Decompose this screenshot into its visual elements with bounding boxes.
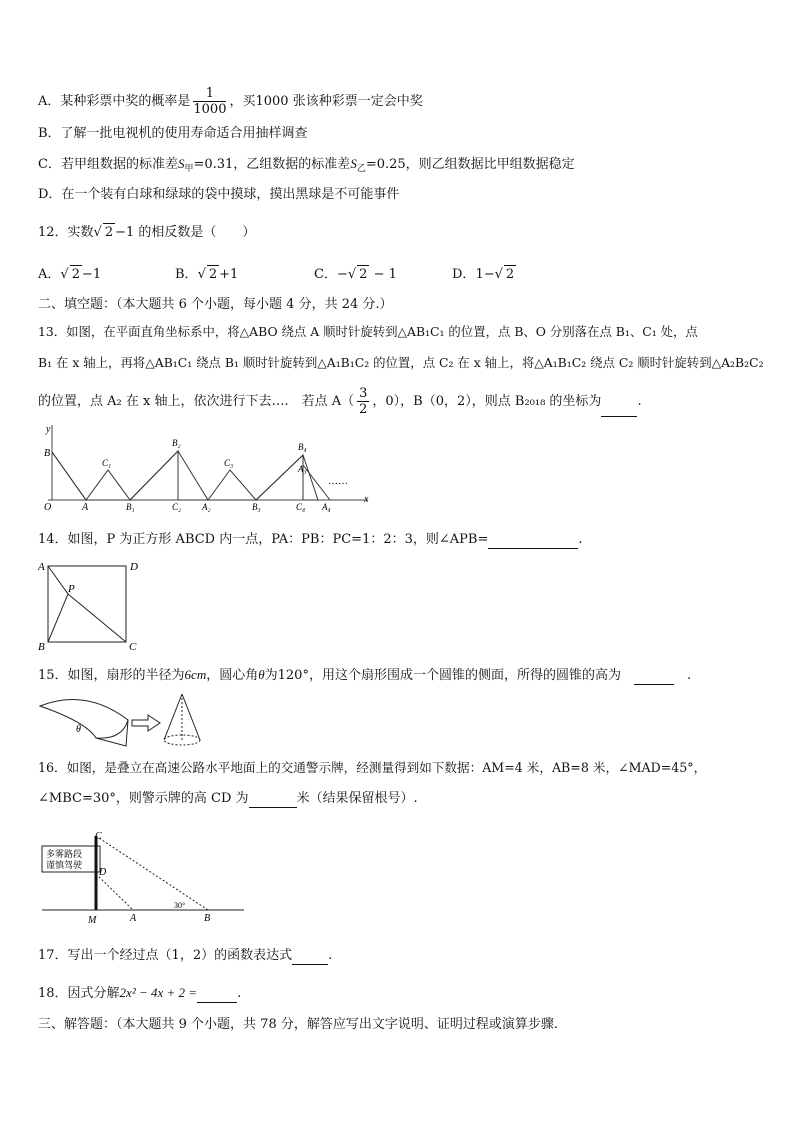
option-label: B．	[175, 267, 198, 282]
option-label: D．	[452, 267, 476, 282]
q16-line-1: 16．如图，是叠立在高速公路水平地面上的交通警示牌，经测量得到如下数据：AM=4 米，AB=8 米，∠MAD=45°，	[38, 760, 707, 775]
sector	[40, 700, 128, 739]
option-rest: − 1	[369, 267, 397, 282]
label-C: C	[95, 831, 102, 842]
radicand: 2	[359, 267, 368, 282]
q17-text: 17．写出一个经过点（1，2）的函数表达式	[38, 948, 293, 963]
q12-option-c: C．−√ 2 − 1	[314, 267, 397, 282]
q16-sign-figure	[38, 828, 252, 928]
coordinate-fraction	[357, 386, 369, 417]
q15-mid: ，圆心角	[206, 668, 259, 683]
period: .	[578, 532, 583, 547]
point-C4: C₄	[296, 502, 306, 512]
q11-option-c	[38, 155, 575, 178]
q13-line-1: 13．如图，在平面直角坐标系中，将△ABO 绕点 A 顺时针旋转到△AB₁C₁ 的位置，点 B、O 分别落在点 B₁、C₁ 处，点	[38, 324, 698, 339]
sector-edge	[96, 720, 128, 746]
sign-text-line-1: 多雾路段	[46, 849, 83, 859]
radicand: 2	[505, 267, 515, 282]
point-B1: B₁	[126, 502, 135, 512]
label-B: B	[204, 913, 211, 924]
sign-text-line-2: 谨慎驾驶	[46, 860, 83, 870]
fraction-numerator: 3	[359, 386, 368, 401]
label-A: A	[130, 913, 137, 924]
point-B4: B₄	[298, 442, 307, 452]
sqrt-sign: √	[93, 225, 102, 240]
segments-PA-PB	[48, 566, 68, 642]
x-label: x	[364, 494, 369, 505]
q11-option-c-text: C．若甲组数据的标准差	[38, 157, 178, 172]
label-C: C	[129, 641, 137, 652]
angle-30: 30°	[174, 901, 186, 910]
q13-rotation-figure	[38, 422, 388, 514]
fraction-numerator: 1	[193, 86, 226, 102]
line-DA	[96, 874, 133, 910]
q16-text: ∠MBC=30°，则警示牌的高 CD 为	[38, 791, 249, 806]
q16-tail: 米（结果保留根号）.	[296, 791, 418, 806]
q14-square-figure	[36, 558, 146, 652]
q13-line-3-tail: ，0），B（0，2），则点 B₂₀₁₈ 的坐标为	[372, 394, 602, 409]
point-B2: B₂	[172, 438, 181, 448]
q15-sector-cone-figure	[36, 690, 206, 754]
point-A3: A₃	[298, 464, 307, 474]
q11-option-a-tail: ，买1000 张该种彩票一定会中奖	[229, 94, 423, 109]
point-A2: A₂	[202, 502, 211, 512]
label-A: A	[38, 561, 45, 573]
label-D: D	[130, 561, 138, 573]
q11-option-b: B．了解一批电视机的使用寿命适合用抽样调查	[38, 126, 308, 141]
option-pre: 1−	[475, 267, 495, 282]
arrow-icon	[132, 715, 160, 731]
option-label: A．	[38, 267, 61, 282]
point-A4: A₄	[322, 502, 331, 512]
q15-text: 15．如图，扇形的半径为	[38, 668, 185, 683]
radicand: 2	[208, 267, 218, 282]
option-label: C．	[314, 267, 337, 282]
q11-option-a	[38, 86, 423, 117]
label-B: B	[38, 641, 45, 652]
q12-option-b: B．√ 2 +1	[175, 267, 239, 282]
point-B: B	[44, 448, 51, 459]
q15-tail: 为120°，用这个扇形围成一个圆锥的侧面，所得的圆锥的高为	[264, 668, 621, 683]
std-symbol-jia: S	[177, 156, 185, 171]
q12-stem-tail: −1 的相反数是（ ）	[115, 225, 256, 240]
point-C2: C₂	[172, 502, 182, 512]
std-subscript-yi: 乙	[356, 164, 366, 174]
point-A: A	[82, 502, 89, 513]
q16-line-2	[38, 790, 418, 808]
period: .	[637, 394, 642, 409]
q12-stem	[38, 223, 255, 242]
label-M: M	[88, 915, 97, 926]
radicand: 2	[71, 267, 80, 282]
answer-blank	[197, 988, 237, 1003]
answer-blank	[488, 534, 578, 549]
q11-option-c-mid: =0.31，乙组数据的标准差	[193, 157, 351, 172]
q18-text: 18．因式分解	[38, 986, 120, 1001]
q12-option-a: A．√ 2 −1	[38, 267, 102, 282]
q13-line-3-text: 的位置，点 A₂ 在 x 轴上，依次进行下去…. 若点 A（	[38, 394, 355, 409]
std-symbol-yi: S	[350, 156, 357, 171]
section-3-heading: 三、解答题：（本大题共 9 个小题，共 78 分，解答应写出文字说明、证明过程或演算步骤.	[38, 1017, 558, 1032]
answer-blank	[601, 402, 637, 417]
q11-option-a-text: A．某种彩票中奖的概率是	[38, 94, 191, 109]
point-B3: B₃	[252, 502, 261, 512]
option-pre: −	[336, 267, 348, 282]
square-ABCD	[48, 566, 126, 642]
triangle-edges	[52, 451, 318, 500]
q14-text: 14．如图，P 为正方形 ABCD 内一点，PA：PB：PC=1：2：3，则∠APB=	[38, 532, 489, 547]
option-rest: +1	[219, 267, 239, 282]
period: .	[686, 668, 692, 683]
point-C1: C₁	[102, 458, 112, 468]
section-2-heading: 二、填空题：（本大题共 6 个小题，每小题 4 分，共 24 分.）	[38, 297, 393, 312]
segment-PC	[68, 594, 126, 642]
fraction-denominator: 1000	[193, 102, 227, 117]
q12-stem-text: 12．实数	[38, 225, 94, 240]
cone-right-edge	[182, 694, 200, 740]
q11-option-c-tail: =0.25，则乙组数据比甲组数据稳定	[365, 157, 575, 172]
option-rest: −1	[81, 267, 102, 282]
period: .	[237, 986, 242, 1001]
point-O: O	[44, 502, 52, 513]
q18-expression: 2x² − 4x + 2 =	[119, 985, 198, 1000]
y-label: y	[46, 424, 51, 435]
q12-option-d: D．1−√ 2	[452, 267, 515, 282]
q13-line-3	[38, 386, 642, 417]
period: .	[328, 948, 333, 963]
label-D: D	[99, 867, 107, 878]
answer-blank	[249, 793, 297, 808]
cone-left-edge	[164, 694, 182, 740]
radius-value: 6cm	[184, 667, 207, 682]
fraction-denominator: 2	[359, 402, 368, 417]
std-subscript-jia: 甲	[184, 164, 194, 174]
q11-option-d: D．在一个装有白球和绿球的袋中摸球，摸出黑球是不可能事件	[38, 187, 400, 202]
q17-stem	[38, 947, 332, 965]
answer-blank	[292, 950, 328, 965]
point-C3: C₃	[224, 458, 234, 468]
answer-blank	[634, 670, 674, 685]
theta-symbol: θ	[258, 667, 265, 682]
q14-stem	[38, 531, 583, 549]
q18-stem	[38, 984, 241, 1003]
angle-theta: θ	[76, 724, 81, 735]
label-P: P	[68, 583, 75, 595]
line-CB	[96, 836, 208, 910]
continuation-dots: ……	[328, 476, 348, 487]
radicand: 2	[104, 225, 114, 240]
probability-fraction	[193, 86, 226, 117]
q13-line-2: B₁ 在 x 轴上，再将△AB₁C₁ 绕点 B₁ 顺时针旋转到△A₁B₁C₂ 的位置，点 C₂ 在 x 轴上，将△A₁B₁C₂ 绕点 C₂ 顺时针旋转到△A₂B₂C₂	[38, 355, 764, 370]
q15-stem	[38, 666, 691, 685]
